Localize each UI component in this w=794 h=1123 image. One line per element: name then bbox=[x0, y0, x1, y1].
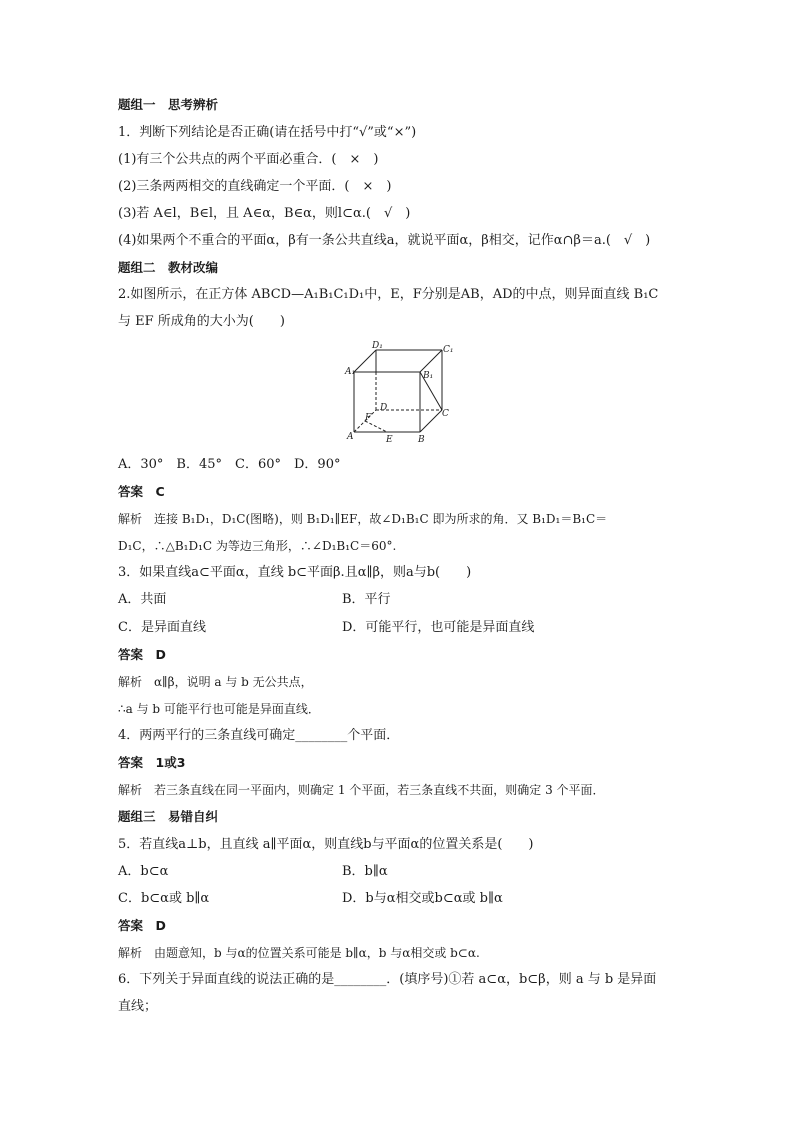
question-6-line-1: 6．下列关于异面直线的说法正确的是________．(填序号)①若 a⊂α，b⊂β，则 a 与 b 是异面 bbox=[118, 972, 657, 987]
explanation-2-line-2: D₁C，∴△B₁D₁C 为等边三角形，∴∠D₁B₁C＝60°. bbox=[118, 539, 397, 553]
label-C1: C₁ bbox=[443, 345, 454, 355]
question-2-line-2: 与 EF 所成角的大小为( ) bbox=[118, 314, 285, 329]
label-C: C bbox=[442, 409, 449, 419]
explanation-2-line-1: 解析 连接 B₁D₁，D₁C(图略)，则 B₁D₁∥EF，故∠D₁B₁C 即为所求的角．又 B₁D₁＝B₁C＝ bbox=[118, 512, 608, 526]
answer-4: 答案 1或3 bbox=[118, 755, 186, 770]
question-5-option-B: B．b∥α bbox=[342, 864, 388, 879]
cube-figure bbox=[344, 340, 456, 448]
question-1-item-4: (4)如果两个不重合的平面α，β有一条公共直线a，就说平面α，β相交，记作α∩β＝a.( √ ) bbox=[118, 233, 651, 248]
question-5-option-C: C．b⊂α或 b∥α bbox=[118, 891, 210, 906]
question-3-option-D: D．可能平行，也可能是异面直线 bbox=[342, 620, 535, 635]
question-5: 5．若直线a⊥b，且直线 a∥平面α，则直线b与平面α的位置关系是( ) bbox=[118, 837, 534, 852]
question-1-item-2: (2)三条两两相交的直线确定一个平面．( × ) bbox=[118, 179, 392, 194]
label-B1: B₁ bbox=[423, 371, 434, 381]
explanation-3-line-1: 解析 α∥β，说明 a 与 b 无公共点， bbox=[118, 675, 313, 689]
label-D1: D₁ bbox=[372, 341, 383, 351]
question-1-item-3: (3)若 A∈l，B∈l，且 A∈α，B∈α，则l⊂α.( √ ) bbox=[118, 206, 411, 221]
label-B: B bbox=[418, 435, 425, 445]
question-4: 4．两两平行的三条直线可确定________个平面． bbox=[118, 728, 400, 743]
explanation-4: 解析 若三条直线在同一平面内，则确定 1 个平面，若三条直线不共面，则确定 3 个平面． bbox=[118, 783, 605, 797]
group-heading-3: 题组三 易错自纠 bbox=[118, 809, 219, 824]
explanation-3-line-2: ∴a 与 b 可能平行也可能是异面直线． bbox=[118, 702, 320, 716]
question-3-option-C: C．是异面直线 bbox=[118, 620, 206, 635]
question-5-option-A: A．b⊂α bbox=[118, 864, 169, 879]
label-A: A bbox=[347, 432, 354, 442]
question-3: 3．如果直线a⊂平面α，直线 b⊂平面β.且α∥β，则a与b( ) bbox=[118, 565, 472, 580]
answer-3: 答案 D bbox=[118, 647, 166, 662]
explanation-5: 解析 由题意知，b 与α的位置关系可能是 b∥α，b 与α相交或 b⊂α. bbox=[118, 946, 480, 960]
label-F: F bbox=[365, 413, 372, 423]
answer-2: 答案 C bbox=[118, 484, 165, 499]
question-3-option-B: B．平行 bbox=[342, 592, 391, 607]
group-heading-1: 题组一 思考辨析 bbox=[118, 97, 219, 112]
question-3-option-A: A．共面 bbox=[118, 592, 167, 607]
label-E: E bbox=[386, 435, 393, 445]
group-heading-2: 题组二 教材改编 bbox=[118, 260, 219, 275]
label-A1: A₁ bbox=[345, 367, 356, 377]
question-1: 1．判断下列结论是否正确(请在括号中打“√”或“×”) bbox=[118, 125, 417, 140]
answer-5: 答案 D bbox=[118, 918, 166, 933]
question-2-line-1: 2.如图所示，在正方体 ABCD—A₁B₁C₁D₁中，E，F分别是AB，AD的中点，则异面直线 B₁C bbox=[118, 287, 659, 302]
question-6-line-2: 直线； bbox=[118, 999, 158, 1014]
question-2-options: A．30° B．45° C．60° D．90° bbox=[118, 457, 341, 472]
question-5-option-D: D．b与α相交或b⊂α或 b∥α bbox=[342, 891, 503, 906]
label-D: D bbox=[380, 403, 388, 413]
question-1-item-1: (1)有三个公共点的两个平面必重合．( × ) bbox=[118, 152, 379, 167]
